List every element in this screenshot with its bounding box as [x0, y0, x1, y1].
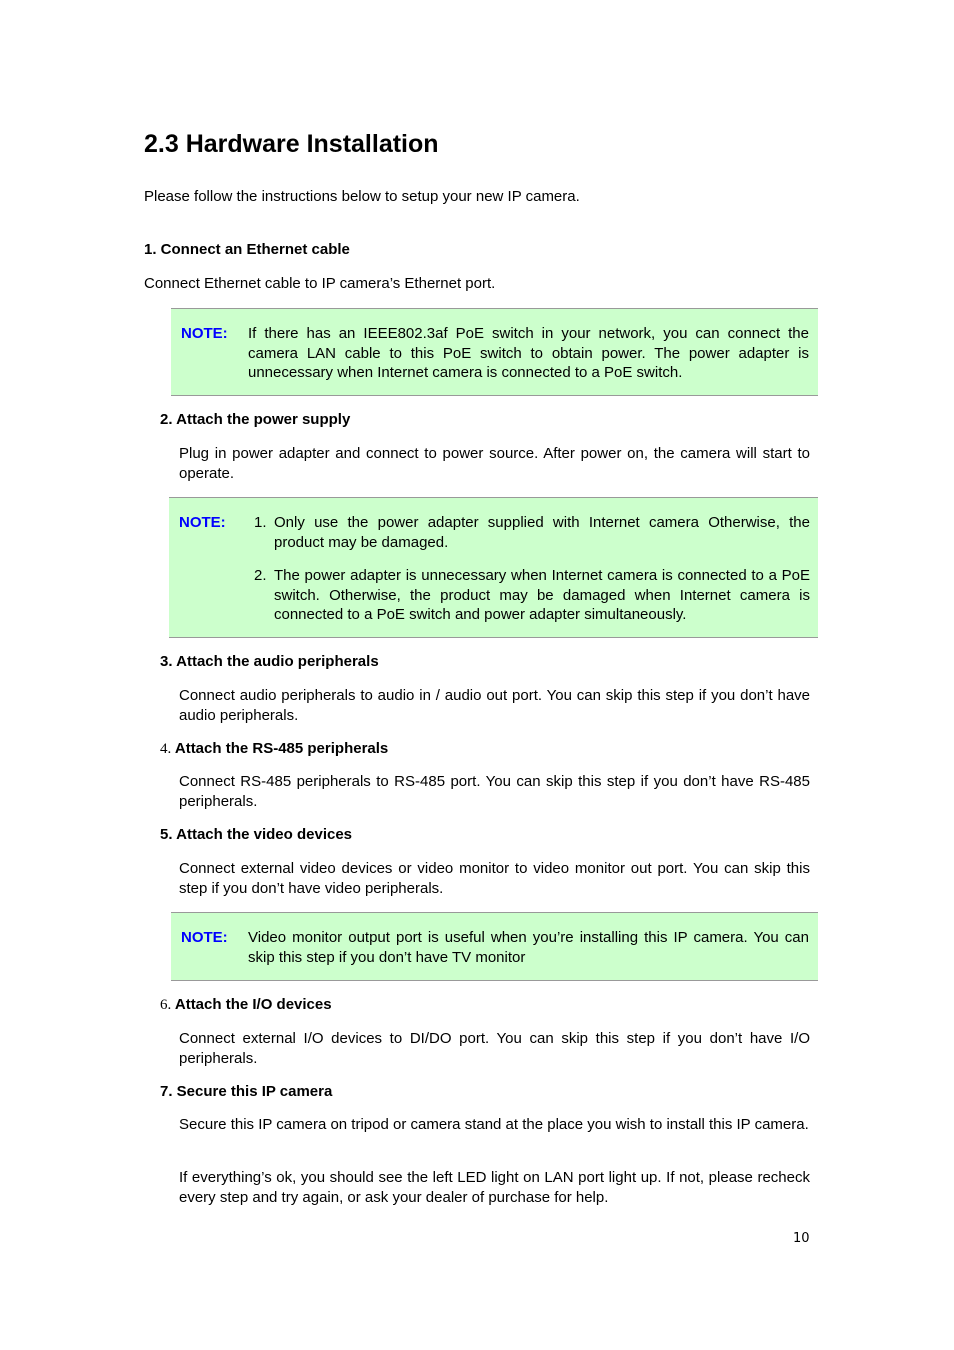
note-text: If there has an IEEE802.3af PoE switch in your network, you can connect the camera LAN cable to this PoE switch to obtain power. The power adapter is unnecessary when Internet camera is connected to a PoE switch.	[248, 325, 809, 381]
step2-heading: 2. Attach the power supply	[160, 411, 351, 428]
step7-text2: If everything’s ok, you should see the left LED light on LAN port light up. If not, please recheck every step and try again, or ask your dealer of purchase for help.	[179, 1169, 810, 1206]
note-item-text: Only use the power adapter supplied with Internet camera Otherwise, the product may be damaged.	[274, 514, 810, 551]
step5-heading: 5. Attach the video devices	[160, 826, 353, 843]
step6-heading	[160, 995, 332, 1016]
note-text: Video monitor output port is useful when you’re installing this IP camera. You can skip this step if you don’t have TV monitor	[248, 929, 809, 966]
step5-text: Connect external video devices or video monitor to video monitor out port. You can skip this step if you don’t have video peripherals.	[179, 860, 810, 897]
step4-heading-number: 4.	[160, 741, 172, 757]
step7-heading: 7. Secure this IP camera	[160, 1083, 333, 1100]
step6-text: Connect external I/O devices to DI/DO port. You can skip this step if you don’t have I/O peripherals.	[179, 1030, 810, 1067]
note-box-step2	[169, 497, 818, 638]
step3-heading: 3. Attach the audio peripherals	[160, 653, 379, 670]
step6-heading-number: 6.	[160, 997, 172, 1013]
note-item-number: 2.	[254, 567, 267, 584]
step4-text: Connect RS-485 peripherals to RS-485 port. You can skip this step if you don’t have RS-485 peripherals.	[179, 773, 810, 810]
step3-text: Connect audio peripherals to audio in / audio out port. You can skip this step if you don’t have audio peripherals.	[179, 687, 810, 724]
page-number: 10	[793, 1231, 810, 1246]
step1-heading: 1. Connect an Ethernet cable	[144, 241, 350, 258]
step4-heading	[160, 739, 388, 760]
step2-text: Plug in power adapter and connect to power source. After power on, the camera will start to operate.	[179, 445, 810, 482]
note-item-number: 1.	[254, 514, 267, 531]
step7-text: Secure this IP camera on tripod or camera stand at the place you wish to install this IP camera.	[179, 1116, 809, 1133]
note-box-step1	[171, 308, 818, 396]
intro-paragraph: Please follow the instructions below to setup your new IP camera.	[144, 188, 580, 205]
note-label: NOTE:	[181, 929, 228, 946]
note-box-step5	[171, 912, 818, 981]
note-label: NOTE:	[181, 325, 228, 342]
note-item-text: The power adapter is unnecessary when Internet camera is connected to a PoE switch. Otherwise, the product may be damaged when Internet camera is connected to a PoE switch and power adapter simultaneously.	[274, 567, 810, 623]
step1-text: Connect Ethernet cable to IP camera’s Ethernet port.	[144, 275, 496, 292]
section-title: 2.3 Hardware Installation	[144, 130, 439, 158]
step4-heading-text: Attach the RS-485 peripherals	[171, 740, 389, 757]
step6-heading-text: Attach the I/O devices	[171, 996, 332, 1013]
note-label: NOTE:	[179, 514, 226, 531]
